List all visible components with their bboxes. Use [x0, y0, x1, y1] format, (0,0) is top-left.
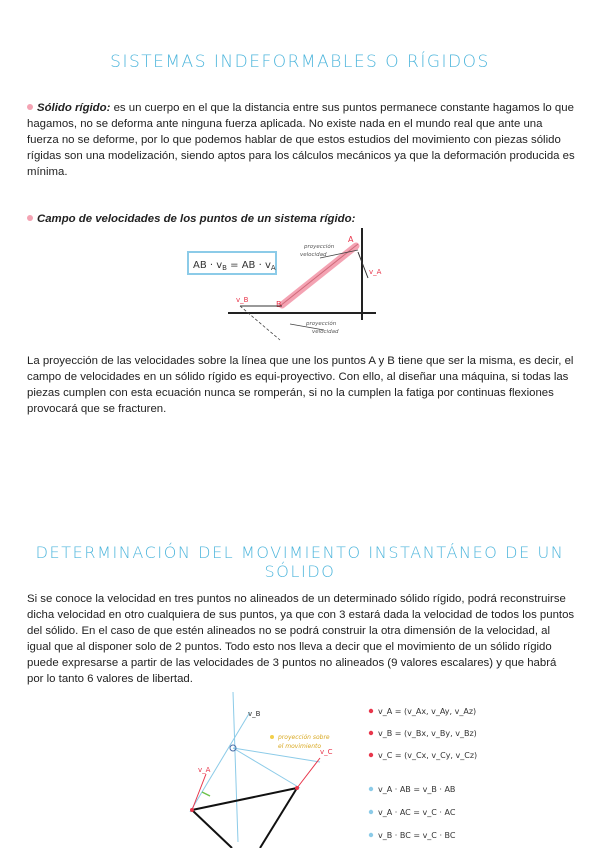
line-vertical — [233, 692, 238, 842]
term-rigid-solid: Sólido rígido: — [37, 102, 111, 114]
velocity-a-arrow — [192, 774, 206, 810]
bullet-icon — [27, 104, 33, 110]
line-o-c — [233, 748, 300, 788]
triangle-side-cb — [260, 788, 297, 848]
equation-ac: v_A · AC = v_C · AC — [378, 808, 456, 817]
velocity-a-label: v_A — [369, 268, 382, 276]
green-mark — [202, 792, 210, 796]
paragraph-instantaneous-motion: Si se conoce la velocidad en tres puntos no alineados de un determinado sólido rígido, podrá reconstruirse dicha velocidad en otro cualquiera de sus puntos, ya que con 3 estará dada la velocidad de todos los puntos del sólido. En el caso de que estén alineados no se podrá construir la otra dimensión de la velocidad, al igual que al disponer solo de 2 puntos. Todo esto nos lleva a decir que el movimiento de un sólido rígido puede expresarse a partir de las velocidades de 3 puntos no alineados (9 valores escalares) y que habrá por lo tanto 6 valores de libertad. — [27, 593, 575, 685]
note-projection-bottom: proyección — [306, 321, 337, 327]
eq-bullet-blue — [369, 810, 373, 814]
paragraph-rigid-solid — [27, 100, 575, 180]
point-a-label: A — [348, 235, 354, 244]
figure-three-points — [180, 692, 480, 848]
equation-text: AB · $v_B$ = AB · $v_A$ — [193, 260, 276, 272]
triangle-side-ac — [192, 788, 297, 810]
equation-vb: v_B = (v_Bx, v_By, v_Bz) — [378, 729, 477, 738]
equation-bc: v_B · BC = v_C · BC — [378, 831, 456, 840]
equation-vc: v_C = (v_Cx, v_Cy, v_Cz) — [378, 751, 478, 760]
note-velocity-top: velocidad — [300, 252, 327, 258]
velocity-b-label: v_B — [248, 710, 261, 718]
point-b-label: B — [276, 300, 282, 309]
term-velocity-field: Campo de velocidades de los puntos de un sistema rígido: — [37, 213, 356, 225]
velocity-c-arrow — [297, 758, 320, 788]
note-projection: proyección sobre — [278, 734, 330, 741]
triangle-side-ab — [192, 810, 232, 848]
section-title-1: SISTEMAS INDEFORMABLES O RÍGIDOS — [110, 52, 490, 72]
equation-ab: v_A · AB = v_B · AB — [378, 785, 456, 794]
eq-bullet-red — [369, 731, 373, 735]
paragraph-equiprojectivity: La proyección de las velocidades sobre la línea que une los puntos A y B tiene que ser la misma, es decir, el campo de velocidades en un sólido rígido es equi-proyectivo. Con ello, al diseñar una máquina, si todas las piezas cumplen con esta ecuación nunca se romperán, si no la cumplen la fatiga por continuas flexiones provocará que se fracturen. — [27, 355, 574, 415]
paragraph-velocity-field — [27, 211, 575, 227]
velocity-c-label: v_C — [320, 748, 333, 756]
figure-equiprojectivity — [180, 228, 390, 343]
eq-bullet-blue — [369, 787, 373, 791]
velocity-a-label: v_A — [198, 766, 211, 774]
velocity-b-label: v_B — [236, 296, 249, 304]
projection-b-line — [240, 306, 280, 340]
line-o-right — [233, 748, 320, 762]
eq-bullet-red — [369, 753, 373, 757]
eq-bullet-red — [369, 709, 373, 713]
line-a-o — [190, 712, 250, 812]
note-velocity-bottom: velocidad — [312, 329, 339, 335]
rigid-solid-definition: es un cuerpo en el que la distancia entre sus puntos permanece constante hagamos lo que hagamos, no se deforma ante ninguna fuerza aplicada. No existe nada en el mundo real que ante una fuerza no se deforme, por lo que podemos hablar de que estos estudios del movimiento con piezas sólido rígidas son una modelización, siendo aptos para los cálculos mecánicos ya que la deformación producida es mínima. — [27, 102, 575, 178]
note-bullet — [270, 735, 274, 739]
eq-bullet-blue — [369, 833, 373, 837]
section-title-2: DETERMINACIÓN DEL MOVIMIENTO INSTANTÁNEO DE UN SÓLIDO — [35, 543, 565, 581]
bullet-icon — [27, 215, 33, 221]
note-projection-top: proyección — [304, 244, 335, 250]
equation-va: v_A = (v_Ax, v_Ay, v_Az) — [378, 707, 477, 716]
note-movement: el movimiento — [278, 743, 322, 750]
